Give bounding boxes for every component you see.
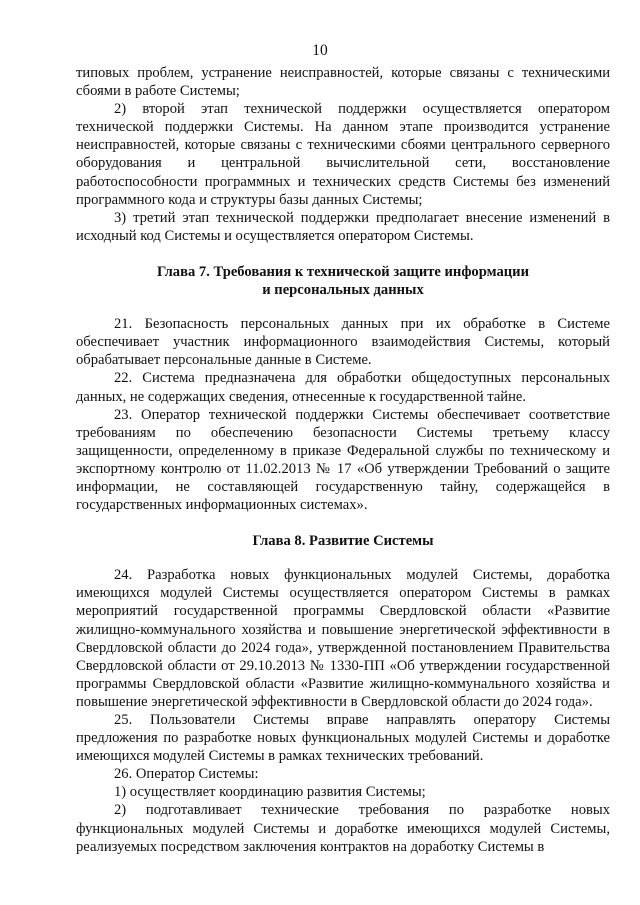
paragraph-stage-3: 3) третий этап технической поддержки предполагает внесение изменений в исходный код Системы и осуществляется оператором Системы. (76, 209, 610, 244)
paragraph-25: 25. Пользователи Системы вправе направлять оператору Системы предложения по разработке новых функциональных модулей Системы и доработке имеющихся модулей Системы в рамках технических требований. (76, 712, 610, 765)
paragraph-24: 24. Разработка новых функциональных модулей Системы, доработка имеющихся модулей Системы осуществляется оператором Системы в рамках мероприятий государственной программы Свердловской области «Развитие жилищно-коммунального хозяйства и повышение энергетической эффективности в Свердловской области до 2024 года», утвержденной постановлением Правительства Свердловской области от 29.10.2013 № 1330-ПП «Об утверждении государственной программы Свердловской области «Развитие жилищно-коммунального хозяйства и повышение энергетической эффективности в Свердловской области до 2024 года». (76, 567, 610, 710)
paragraph-26-item-1: 1) осуществляет координацию развития Системы; (114, 784, 426, 801)
paragraph-26-item-2: 2) подготавливает технические требования по разработке новых функциональных модулей Системы и доработке имеющихся модулей Системы, реализуемых посредством заключения контрактов на доработку Системы в (76, 802, 610, 855)
paragraph-22: 22. Система предназначена для обработки общедоступных персональных данных, не содержащих сведения, отнесенные к государственной тайне. (76, 370, 610, 405)
chapter-8-title: Глава 8. Развитие Системы (252, 533, 434, 550)
paragraph-26: 26. Оператор Системы: (114, 766, 259, 783)
chapter-7-heading (76, 263, 610, 299)
chapter-7-title-line-2: и персональных данных (262, 282, 424, 299)
chapter-8-heading (76, 532, 610, 550)
paragraph-stage-2: 2) второй этап технической поддержки осуществляется оператором технической поддержки Системы. На данном этапе производится устранение неисправностей, которые связаны с техническими сбоями центрального серверного оборудования и центральной вычислительной сети, восстановление работоспособности программных и технических средств Системы без изменений программного кода и структуры базы данных Системы; (76, 101, 610, 208)
paragraph-continuation: типовых проблем, устранение неисправностей, которые связаны с техническими сбоями в работе Системы; (76, 65, 610, 100)
document-body (76, 64, 610, 856)
paragraph-23: 23. Оператор технической поддержки Системы обеспечивает соответствие требованиям по обеспечению безопасности Системы третьему классу защищенности, определенному в приказе Федеральной службы по техническому и экспортному контролю от 11.02.2013 № 17 «Об утверждении Требований о защите информации, не составляющей государственную тайну, содержащейся в государственных информационных системах». (76, 406, 610, 514)
chapter-7-title-line-1: Глава 7. Требования к технической защите информации (156, 263, 529, 280)
page-number: 10 (312, 42, 328, 59)
paragraph-21: 21. Безопасность персональных данных при их обработке в Системе обеспечивает участник информационного взаимодействия Системы, который обрабатывает персональные данные в Системе. (76, 316, 610, 369)
